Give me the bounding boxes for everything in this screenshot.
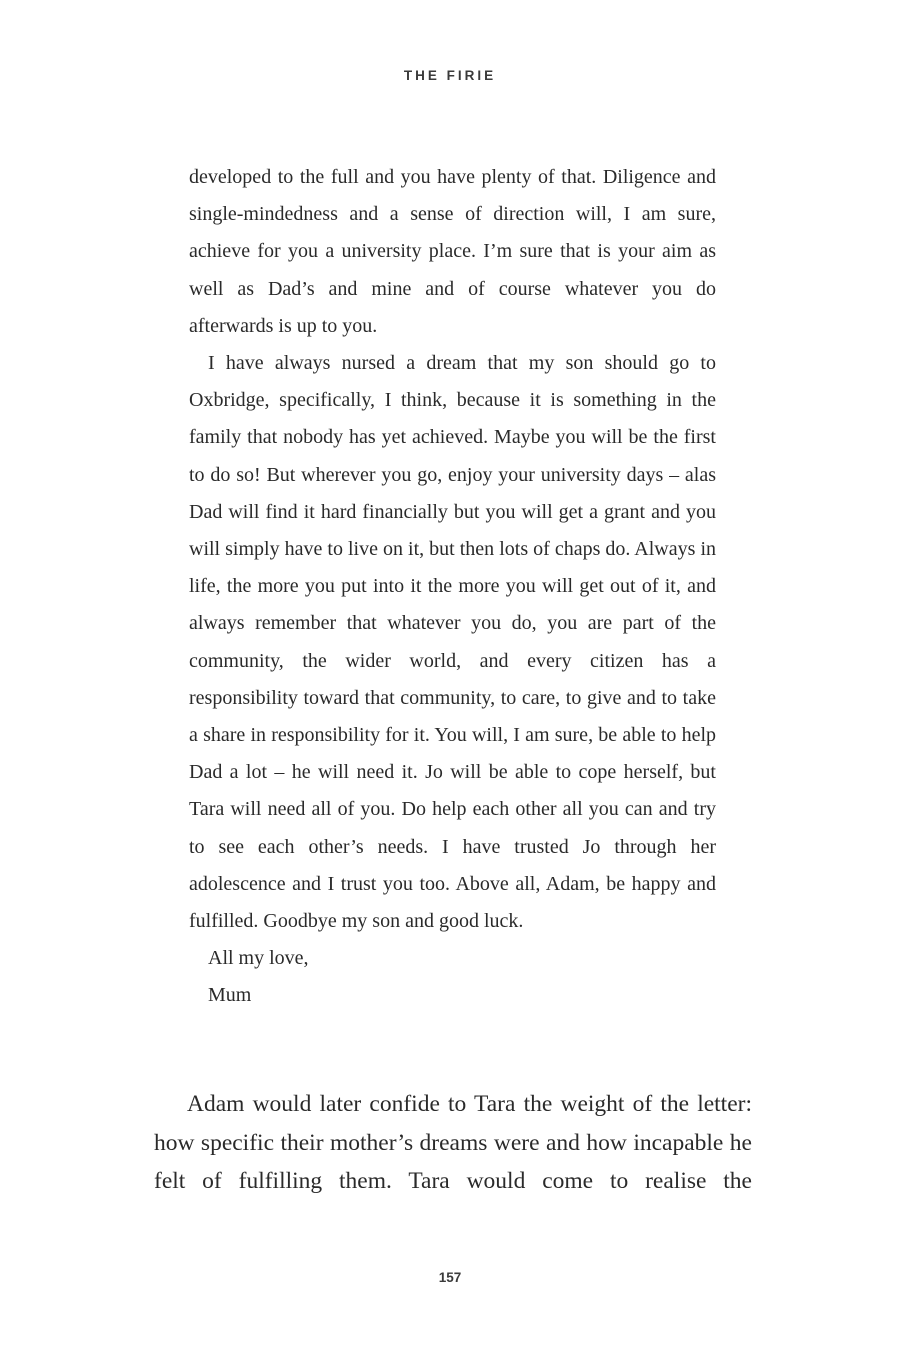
letter-paragraph: developed to the full and you have plenty of that. Diligence and single-mindedness and a sense of direction will, I am sure, achieve for you a university place. I’m sure that is your aim as well as Dad’s and mine and of course whatever you do afterwards is up to you. [189,166,716,337]
narrative-block [154,1085,752,1201]
letter-closing: All my love, [208,947,309,970]
letter-signature: Mum [208,984,252,1007]
letter-paragraph: I have always nursed a dream that my son should go to Oxbridge, specifically, I think, because it is something in the family that nobody has yet achieved. Maybe you will be the first to do so! But wherever you go, enjoy your university days – alas Dad will find it hard financially but you will get a grant and you will simply have to live on it, but then lots of chaps do. Always in life, the more you put into it the more you will get out of it, and always remember that whatever you do, you are part of the community, the wider world, and every citizen has a responsibility toward that community, to care, to give and to take a share in responsibility for it. You will, I am sure, be able to help Dad a lot – he will need it. Jo will be able to cope herself, but Tara will need all of you. Do help each other all you can and try to see each other’s needs. I have trusted Jo through her adolescence and I trust you too. Above all, Adam, be happy and fulfilled. Goodbye my son and good luck. [189,352,716,933]
page-number: 157 [438,1270,462,1285]
running-head: THE FIRIE [403,68,497,83]
letter-block [189,159,716,1015]
narrative-paragraph: Adam would later confide to Tara the weight of the letter: how specific their mother’s dreams were and how incapable he felt of fulfilling them. Tara would come to realise the [154,1091,752,1194]
